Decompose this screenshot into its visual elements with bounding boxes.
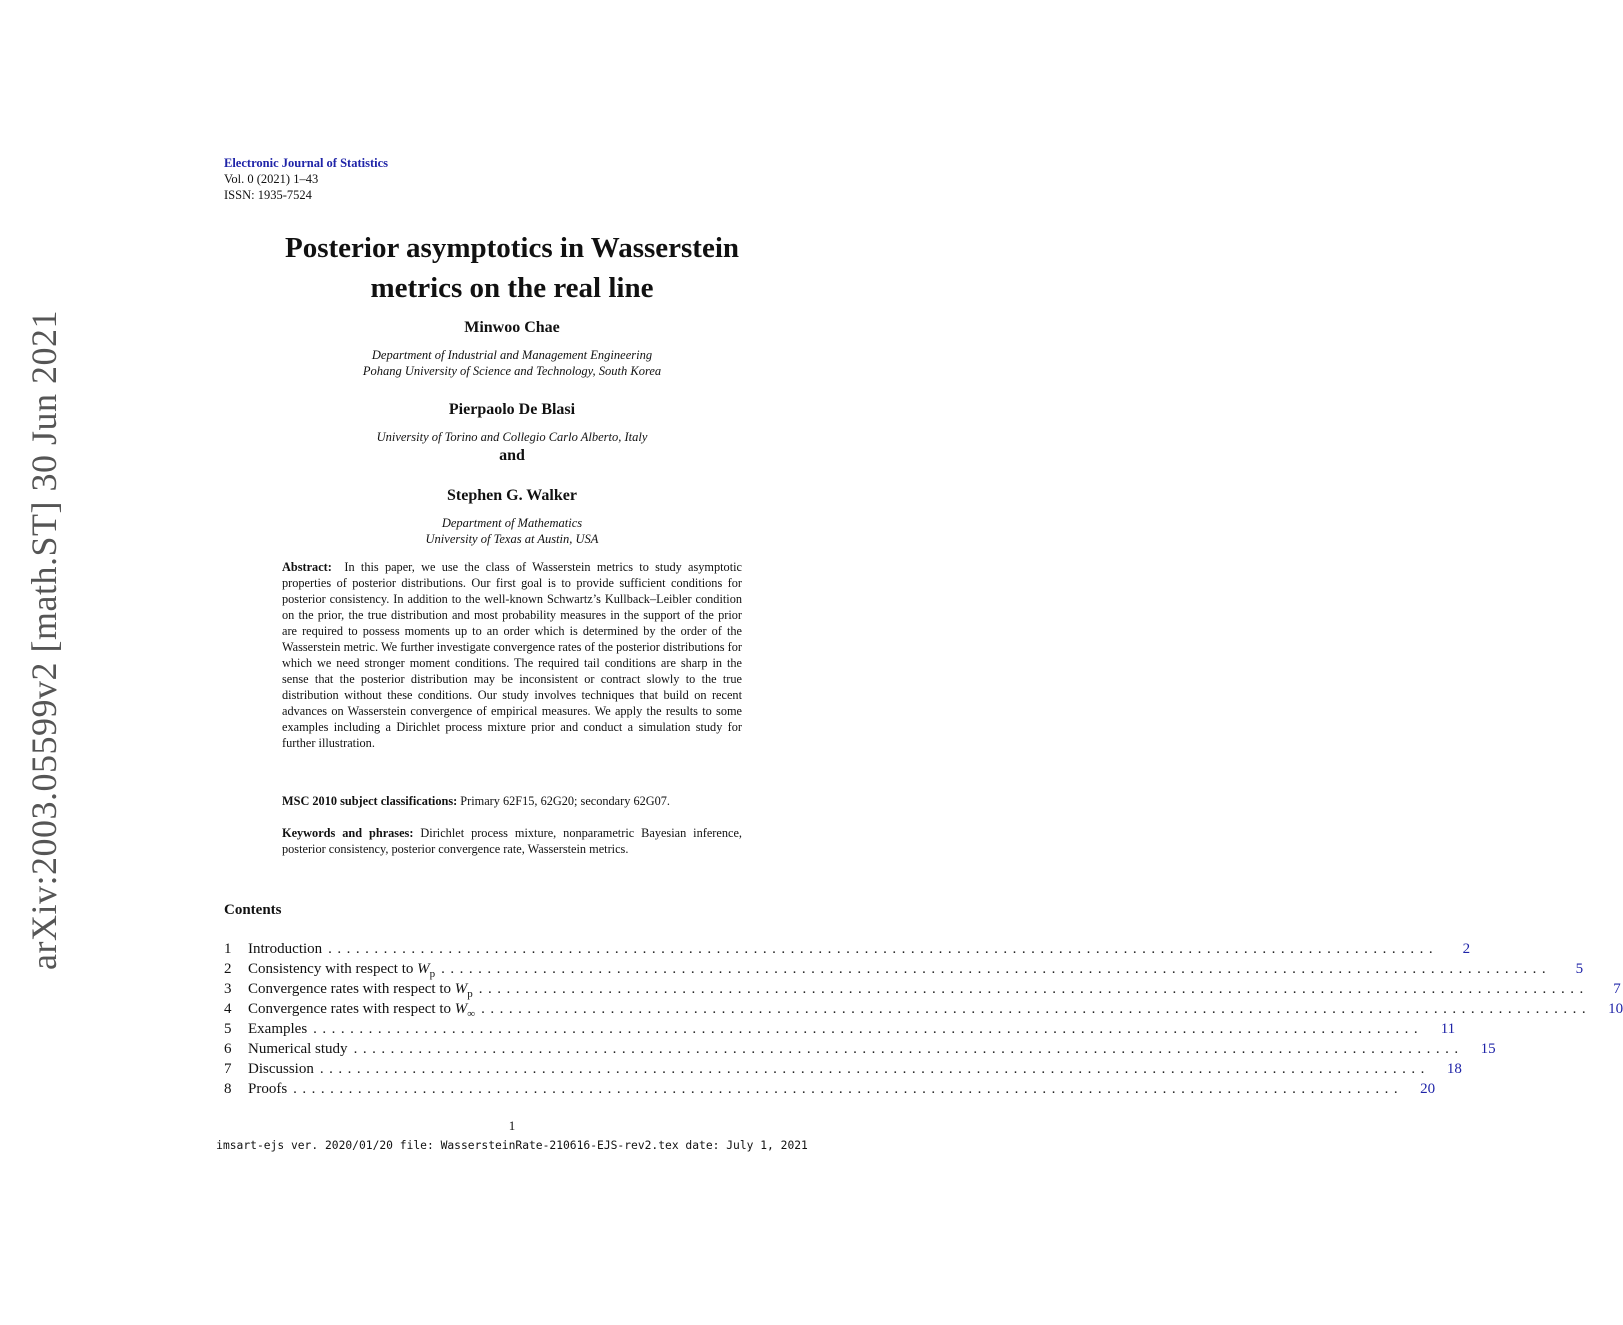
toc-page-link[interactable]: 10 [1608,1001,1623,1017]
toc-leader-dots: ........................................................................................................................ [319,1061,1430,1077]
toc-entry-number: 7 [224,1061,232,1077]
keywords-label: Keywords and phrases: [282,826,414,840]
toc-entry-title[interactable] [248,1061,314,1078]
toc-entry[interactable] [224,1001,1623,1021]
toc-entry-title[interactable] [248,941,322,958]
toc-entry-title[interactable] [248,1081,287,1098]
toc-entry-symbol: W [454,1001,468,1017]
journal-issn: ISSN: 1935-7524 [224,188,312,202]
toc-page-link[interactable]: 2 [1462,941,1471,957]
author-name-2: Pierpaolo De Blasi [448,401,576,418]
toc-page-link[interactable]: 5 [1575,961,1584,977]
toc-entry-title-text: Convergence rates with respect to [248,981,455,997]
msc-text: Primary 62F15, 62G20; secondary 62G07. [460,794,671,808]
journal-name-link[interactable]: Electronic Journal of Statistics [224,156,388,170]
toc-entry[interactable] [224,1041,1496,1061]
toc-entry-title-text: Introduction [248,941,323,957]
paper-title [0,228,1024,308]
toc-entry-title[interactable] [248,1021,307,1038]
toc-entry-subscript: p [429,968,436,980]
affiliation-line: University of Texas at Austin, USA [425,532,599,546]
author-name-1: Minwoo Chae [464,319,560,336]
toc-entry-subscript: p [467,988,473,1000]
contents-heading: Contents [224,902,282,918]
author-name-3: Stephen G. Walker [447,487,577,504]
toc-entry-number: 5 [224,1021,232,1037]
toc-entry[interactable] [224,1021,1456,1041]
arxiv-identifier: arXiv:2003.05599v2 [math.ST] 30 Jun 2021 [24,310,64,970]
toc-page-link[interactable]: 15 [1480,1041,1496,1057]
toc-entry[interactable] [224,961,1584,981]
toc-entry-title-text: Consistency with respect to [248,961,418,977]
toc-entry[interactable] [224,1081,1436,1101]
toc-page-link[interactable]: 7 [1613,981,1621,997]
toc-entry-title[interactable] [248,981,473,1000]
toc-entry-title-text: Numerical study [248,1041,348,1057]
affiliation-line: Pohang University of Science and Technology, South Korea [362,364,662,378]
toc-entry-symbol: W [417,961,430,977]
footer-metadata: imsart-ejs ver. 2020/01/20 file: WassersteinRate-210616-EJS-rev2.tex date: July 1, 2021 [216,1139,808,1152]
toc-entry-title-text: Convergence rates with respect to [248,1001,455,1017]
abstract-label: Abstract: [282,560,332,574]
affiliation-line: University of Torino and Collegio Carlo Alberto, Italy [376,430,648,444]
toc-entry[interactable] [224,1061,1462,1081]
author-affiliation-1 [0,347,1024,379]
abstract [282,559,742,751]
toc-entry-number: 4 [224,1001,232,1017]
toc-leader-dots: ........................................................................................................................ [328,941,1439,957]
journal-volume: Vol. 0 (2021) 1–43 [224,172,319,186]
toc-leader-dots: ........................................................................................................................ [478,981,1589,997]
toc-entry-title-text: Discussion [248,1061,314,1077]
toc-entry-subscript: ∞ [467,1008,476,1020]
toc-page-link[interactable]: 11 [1440,1021,1456,1037]
and-connector: and [499,447,525,464]
toc-leader-dots: ........................................................................................................................ [353,1041,1464,1057]
affiliation-line: Department of Industrial and Management Engineering [371,348,653,362]
toc-leader-dots: ........................................................................................................................ [481,1001,1592,1017]
msc-classification [282,793,742,809]
toc-entry-title[interactable] [248,1041,348,1058]
toc-entry-title[interactable] [248,1001,475,1020]
toc-entry-title-text: Proofs [248,1081,288,1097]
toc-entry[interactable] [224,941,1471,961]
toc-entry-symbol: W [454,981,468,997]
toc-entry-title-text: Examples [248,1021,308,1037]
toc-leader-dots: ........................................................................................................................ [441,961,1552,977]
keywords [282,825,742,857]
author-affiliation-3 [0,515,1024,547]
toc-entry-number: 6 [224,1041,232,1057]
title-line-1: Posterior asymptotics in Wasserstein [284,232,740,264]
toc-entry-number: 8 [224,1081,232,1097]
toc-entry-number: 3 [224,981,232,997]
toc-leader-dots: ........................................................................................................................ [293,1081,1404,1097]
toc-page-link[interactable]: 20 [1420,1081,1436,1097]
keywords-text: Dirichlet process mixture, nonparametric Bayesian inference, posterior consistency, posterior convergence rate, Wasserstein metrics. [282,826,742,856]
toc-entry-number: 2 [224,961,232,977]
affiliation-line: Department of Mathematics [441,516,583,530]
toc-leader-dots: ........................................................................................................................ [313,1021,1424,1037]
toc-page-link[interactable]: 18 [1446,1061,1462,1077]
msc-label: MSC 2010 subject classifications: [282,794,458,808]
title-line-2: metrics on the real line [370,272,654,304]
toc-entry-number: 1 [224,941,232,957]
page-number: 1 [508,1118,516,1133]
journal-header [224,155,388,203]
table-of-contents [224,941,1623,1101]
toc-entry[interactable] [224,981,1621,1001]
author-affiliation-2 [0,429,1024,445]
toc-entry-title[interactable] [248,961,435,980]
abstract-text: In this paper, we use the class of Wasserstein metrics to study asymptotic properties of posterior distributions. Our first goal is to provide sufficient conditions for posterior consistency. In addition to the well-known Schwartz’s Kullback–Leibler condition on the prior, the true distribution and most probability measures in the support of the prior are required to possess moments up to an order which is determined by the order of the Wasserstein metric. We further investigate convergence rates of the posterior distributions for which we need stronger moment conditions. The required tail conditions are sharp in the sense that the posterior distribution may be inconsistent or contract slowly to the true distribution without these conditions. Our study involves techniques that build on recent advances on Wasserstein convergence of empirical measures. We apply the results to some examples including a Dirichlet process mixture prior and conduct a simulation study for further illustration. [282,560,742,750]
